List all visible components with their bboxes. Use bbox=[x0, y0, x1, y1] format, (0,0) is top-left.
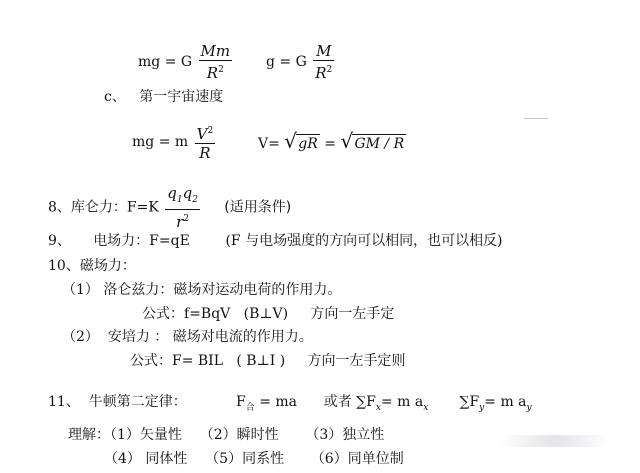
section-note: (适用条件) bbox=[224, 199, 292, 216]
subscript: 2 bbox=[192, 195, 198, 205]
formula-condition: ( B⊥I ) bbox=[236, 353, 286, 369]
formula-note: 方向一左手定则 bbox=[307, 353, 406, 369]
denominator-var: R bbox=[206, 64, 219, 82]
exponent: 2 bbox=[207, 126, 214, 136]
section-11-newton bbox=[48, 393, 187, 411]
denominator-var: R bbox=[315, 64, 327, 82]
charge-q: q bbox=[182, 184, 193, 202]
section-8-coulomb bbox=[48, 184, 291, 231]
fraction-denominator bbox=[313, 61, 334, 82]
item-text: 第一宇宙速度 bbox=[139, 89, 224, 105]
understanding-row-1 bbox=[68, 426, 384, 444]
radicand: GM / R bbox=[354, 136, 405, 152]
formula-lhs: V= bbox=[258, 136, 280, 152]
subscript: y bbox=[526, 402, 532, 413]
subscript: 合 bbox=[245, 402, 255, 413]
property-item: （4） 同体性 bbox=[104, 451, 188, 467]
formula-lhs: mg = m bbox=[132, 134, 189, 150]
formula-gravity-g bbox=[266, 42, 336, 82]
section-number: 9、 bbox=[48, 233, 71, 249]
formula-rhs: = m a bbox=[484, 394, 527, 410]
fraction-numerator: M bbox=[313, 42, 334, 61]
denominator-var: r bbox=[176, 213, 184, 231]
fraction bbox=[165, 184, 200, 231]
item-text: 洛仑兹力：磁场对运动电荷的作用力。 bbox=[103, 282, 342, 298]
formula-gravity-mg bbox=[138, 42, 234, 82]
fraction-numerator bbox=[195, 122, 216, 144]
or-word: 或者 bbox=[323, 394, 352, 410]
formula-lhs: g = G bbox=[266, 54, 307, 70]
section-text: 牛顿第二定律： bbox=[88, 394, 187, 410]
property-item: （5）同系性 bbox=[205, 451, 285, 467]
item-label: （2） bbox=[62, 329, 99, 345]
exponent: 2 bbox=[326, 65, 333, 75]
square-root bbox=[284, 129, 320, 153]
formula-lhs: mg = G bbox=[138, 54, 193, 70]
faint-watermark bbox=[500, 435, 610, 447]
understanding-row-2 bbox=[104, 450, 404, 468]
fraction-numerator: Mm bbox=[200, 42, 231, 60]
subscript: y bbox=[479, 402, 485, 413]
formula-velocity-sqrt bbox=[258, 129, 406, 153]
scan-mark bbox=[524, 118, 548, 123]
property-item: （2）瞬时性 bbox=[199, 427, 279, 443]
square-root bbox=[340, 129, 406, 153]
section-number: 8、 bbox=[48, 199, 71, 216]
item-c bbox=[104, 88, 223, 106]
radical-sign: √ bbox=[284, 129, 298, 153]
formula-first-cosmic-velocity bbox=[132, 122, 217, 162]
section-10-1-formula bbox=[142, 305, 394, 323]
section-10-2-ampere bbox=[62, 328, 313, 346]
item-text: 安培力 ： 磁场对电流的作用力。 bbox=[107, 329, 313, 345]
formula: f=BqV bbox=[184, 306, 231, 322]
sum-y: ∑F bbox=[459, 394, 480, 410]
formula-rhs: = m a bbox=[380, 394, 424, 410]
section-10-1-lorentz bbox=[62, 281, 341, 299]
section-10-heading bbox=[48, 257, 136, 275]
radical-sign: √ bbox=[340, 129, 354, 153]
formula-note: 方向一左手定 bbox=[310, 306, 395, 322]
section-text: 电场力：F=qE bbox=[93, 233, 190, 249]
item-label: （1） bbox=[62, 282, 99, 298]
exponent: 2 bbox=[183, 214, 190, 224]
section-text: 库仑力：F=K bbox=[70, 199, 159, 216]
formula: F= BIL bbox=[172, 353, 224, 369]
formula-rhs: = ma bbox=[259, 394, 297, 410]
section-9-electric-force bbox=[48, 232, 503, 250]
fraction bbox=[313, 42, 334, 82]
exponent: 2 bbox=[218, 65, 224, 75]
section-note: (F 与电场强度的方向可以相同，也可以相反) bbox=[225, 233, 503, 249]
charge-q: q bbox=[167, 184, 177, 202]
numerator-var: V bbox=[196, 125, 208, 143]
property-item: （3）独立性 bbox=[305, 427, 385, 443]
formula-label: 公式： bbox=[142, 306, 184, 322]
understand-label: 理解： bbox=[68, 427, 110, 443]
net-force: F bbox=[236, 394, 246, 410]
section-10-2-formula bbox=[130, 352, 405, 370]
section-number: 11、 bbox=[48, 394, 80, 410]
fraction-numerator bbox=[165, 184, 200, 210]
fraction bbox=[195, 122, 216, 162]
radicand: gR bbox=[298, 136, 318, 152]
subscript: x bbox=[375, 402, 381, 413]
formula-label: 公式： bbox=[130, 353, 172, 369]
property-item: （6）同单位制 bbox=[310, 451, 404, 467]
fraction bbox=[199, 42, 233, 82]
subscript: 1 bbox=[176, 195, 183, 205]
fraction-denominator bbox=[165, 210, 200, 231]
sum-x: ∑F bbox=[356, 394, 376, 410]
item-label: c、 bbox=[104, 89, 126, 105]
section-heading: 10、磁场力： bbox=[48, 258, 136, 274]
formula-condition: (B⊥V) bbox=[243, 306, 289, 322]
fraction-denominator bbox=[199, 61, 233, 82]
equals-sign: = bbox=[324, 136, 336, 152]
section-11-formulas bbox=[236, 393, 532, 417]
fraction-denominator: R bbox=[199, 144, 211, 162]
property-item: （1）矢量性 bbox=[110, 427, 182, 443]
subscript: x bbox=[423, 402, 429, 413]
